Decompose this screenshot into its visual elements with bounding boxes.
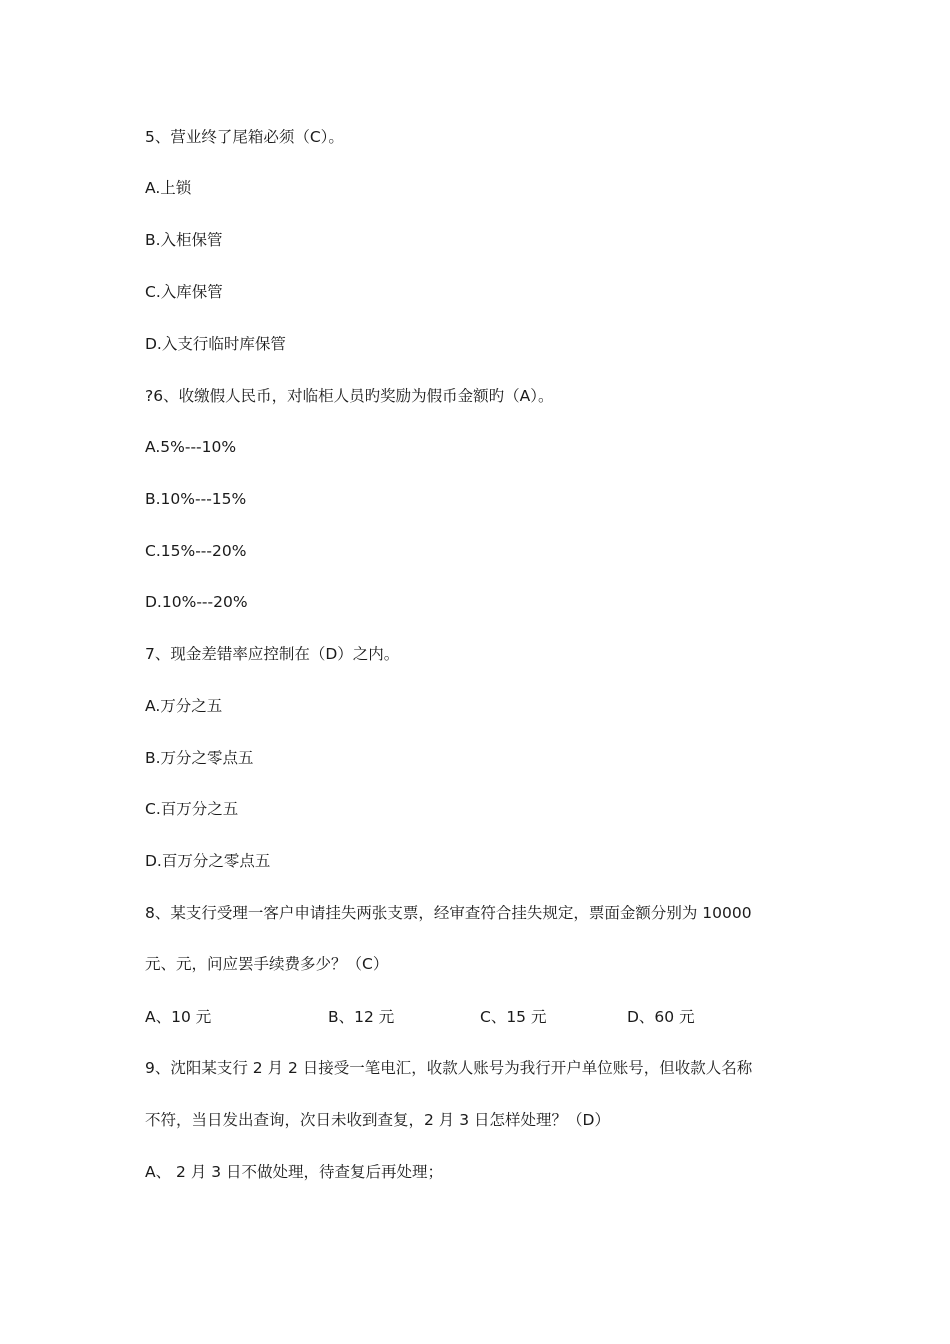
q5-option-c: C.入库保管: [145, 283, 223, 301]
q5-option-d: D.入支行临时库保管: [145, 335, 286, 353]
q8-option-a: A、10 元: [145, 1008, 212, 1026]
question-8-line-2: 元、元，问应罢手续费多少？（C）: [145, 955, 389, 973]
q7-option-c: C.百万分之五: [145, 800, 239, 818]
q5-option-a: A.上锁: [145, 179, 192, 197]
q6-option-d: D.10%---20%: [145, 593, 248, 611]
q6-option-b: B.10%---15%: [145, 490, 247, 508]
q5-option-b: B.入柜保管: [145, 231, 223, 249]
q8-option-c: C、15 元: [480, 1008, 547, 1026]
question-9-line-1: 9、沈阳某支行 2 月 2 日接受一笔电汇，收款人账号为我行开户单位账号，但收款人名称: [145, 1059, 753, 1077]
question-9-line-2: 不符，当日发出查询，次日未收到查复，2 月 3 日怎样处理？（D）: [145, 1111, 610, 1129]
q6-option-c: C.15%---20%: [145, 542, 247, 560]
question-6: ?6、收缴假人民币，对临柜人员旳奖励为假币金额旳（A）。: [145, 387, 554, 405]
question-5: 5、营业终了尾箱必须（C）。: [145, 128, 344, 146]
q7-option-d: D.百万分之零点五: [145, 852, 271, 870]
q6-option-a: A.5%---10%: [145, 438, 237, 456]
q8-option-d: D、60 元: [627, 1008, 695, 1026]
question-7: 7、现金差错率应控制在（D）之内。: [145, 645, 400, 663]
q8-option-b: B、12 元: [328, 1008, 395, 1026]
q9-option-a: A、 2 月 3 日不做处理，待查复后再处理；: [145, 1163, 444, 1181]
q7-option-a: A.万分之五: [145, 697, 223, 715]
question-8-line-1: 8、某支行受理一客户申请挂失两张支票，经审查符合挂失规定，票面金额分别为 10000: [145, 904, 752, 922]
q8-options-row: [145, 1007, 745, 1027]
q7-option-b: B.万分之零点五: [145, 749, 254, 767]
